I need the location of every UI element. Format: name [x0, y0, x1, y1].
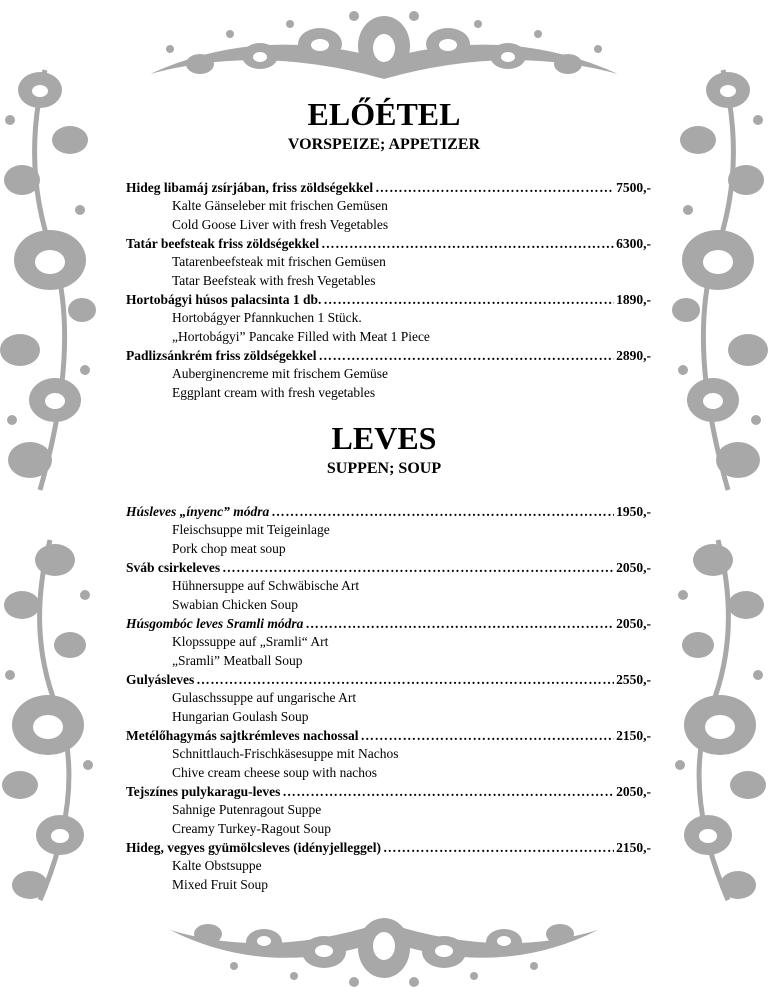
dish-price: 2050,-	[616, 560, 651, 575]
soup-menu-list	[126, 502, 651, 894]
menu-item	[126, 782, 651, 838]
floral-ornament-bottom	[160, 900, 608, 990]
dish-name-german: Hortobágyer Pfannkuchen 1 Stück.	[172, 310, 362, 325]
dish-name: Gulyásleves	[126, 672, 195, 687]
dish-name-english: Cold Goose Liver with fresh Vegetables	[172, 216, 389, 232]
dish-name: Tejszínes pulykaragu-leves	[126, 784, 281, 799]
dish-name-english: „Hortobágyi” Pancake Filled with Meat 1 Piece	[172, 328, 430, 344]
dish-price: 2050,-	[616, 616, 651, 631]
menu-item	[126, 558, 651, 614]
dish-name-english: Mixed Fruit Soup	[172, 876, 269, 892]
dish-name-english: Swabian Chicken Soup	[172, 596, 298, 612]
dish-name-english: Eggplant cream with fresh vegetables	[172, 384, 376, 400]
section-subtitle-soup: SUPPEN; SOUP	[326, 460, 442, 477]
dot-leader	[282, 782, 614, 801]
section-subtitle-appetizer: VORSPEIZE; APPETIZER	[287, 136, 481, 153]
dish-name-german: Auberginencreme mit frischem Gemüse	[172, 366, 389, 381]
dish-price: 2150,-	[616, 728, 651, 743]
floral-ornament-icon	[160, 900, 608, 990]
dish-name-german: Hühnersuppe auf Schwäbische Art	[172, 578, 360, 593]
dish-name-german: Klopssuppe auf „Sramli“ Art	[172, 634, 329, 649]
dish-name: Padlizsánkrém friss zöldségekkel	[126, 348, 317, 363]
dish-name-german: Tatarenbeefsteak mit frischen Gemüsen	[172, 254, 386, 269]
menu-item	[126, 670, 651, 726]
dish-price: 1950,-	[616, 504, 651, 519]
dish-name: Húsleves „ínyenc” módra	[126, 504, 270, 519]
menu-item	[126, 726, 651, 782]
dot-leader	[321, 234, 614, 253]
menu-item	[126, 502, 651, 558]
dish-price: 2150,-	[616, 840, 651, 855]
floral-ornament-icon	[140, 4, 628, 94]
menu-item	[126, 178, 651, 234]
dish-price: 1890,-	[616, 292, 651, 307]
dish-name-german: Gulaschssuppe auf ungarische Art	[172, 690, 357, 705]
dot-leader	[271, 502, 614, 521]
dish-name-english: Chive cream cheese soup with nachos	[172, 764, 378, 780]
dish-price: 2890,-	[616, 348, 651, 363]
dot-leader	[375, 178, 614, 197]
dish-price: 2550,-	[616, 672, 651, 687]
dish-name-english: Pork chop meat soup	[172, 540, 286, 556]
dot-leader	[319, 346, 615, 365]
dish-name-german: Kalte Obstsuppe	[172, 858, 262, 873]
menu-item	[126, 290, 651, 346]
floral-ornament-top	[140, 4, 628, 94]
floral-ornament-left-lower	[0, 535, 100, 905]
dish-name-german: Schnittlauch-Frischkäsesuppe mit Nachos	[172, 746, 399, 761]
dot-leader	[305, 614, 614, 633]
dot-leader	[222, 558, 614, 577]
dish-name-english: Hungarian Goulash Soup	[172, 708, 309, 724]
section-title-soup: LEVES	[331, 420, 437, 456]
menu-item	[126, 234, 651, 290]
dish-name: Húsgombóc leves Sramli módra	[126, 616, 304, 631]
dish-name: Hideg libamáj zsírjában, friss zöldségekkel	[126, 180, 374, 195]
dish-name-german: Kalte Gänseleber mit frischen Gemüsen	[172, 198, 388, 213]
menu-item	[126, 346, 651, 402]
dish-name-english: Creamy Turkey-Ragout Soup	[172, 820, 332, 836]
dot-leader	[360, 726, 614, 745]
dot-leader	[196, 670, 614, 689]
dish-price: 7500,-	[616, 180, 651, 195]
dish-name-english: Tatar Beefsteak with fresh Vegetables	[172, 272, 376, 288]
dish-name: Tatár beefsteak friss zöldségekkel	[126, 236, 320, 251]
dish-name: Metélőhagymás sajtkrémleves nachossal	[126, 728, 359, 743]
menu-item	[126, 838, 651, 894]
dish-name: Sváb csirkeleves	[126, 560, 221, 575]
dish-name-english: „Sramli” Meatball Soup	[172, 652, 303, 668]
dish-name-german: Sahnige Putenragout Suppe	[172, 802, 322, 817]
dish-name-german: Fleischsuppe mit Teigeinlage	[172, 522, 330, 537]
section-title-appetizer: ELŐÉTEL	[307, 96, 461, 132]
dish-name: Hortobágyi húsos palacsinta 1 db.	[126, 292, 322, 307]
dot-leader	[383, 838, 614, 857]
floral-ornament-right-lower	[668, 535, 768, 905]
dish-name: Hideg, vegyes gyümölcsleves (idényjelleggel)	[126, 840, 381, 855]
dot-leader	[323, 290, 614, 309]
floral-ornament-icon	[668, 535, 768, 905]
appetizer-menu-list	[126, 178, 651, 402]
dish-price: 2050,-	[616, 784, 651, 799]
dish-price: 6300,-	[616, 236, 651, 251]
menu-item	[126, 614, 651, 670]
floral-ornament-icon	[0, 535, 100, 905]
